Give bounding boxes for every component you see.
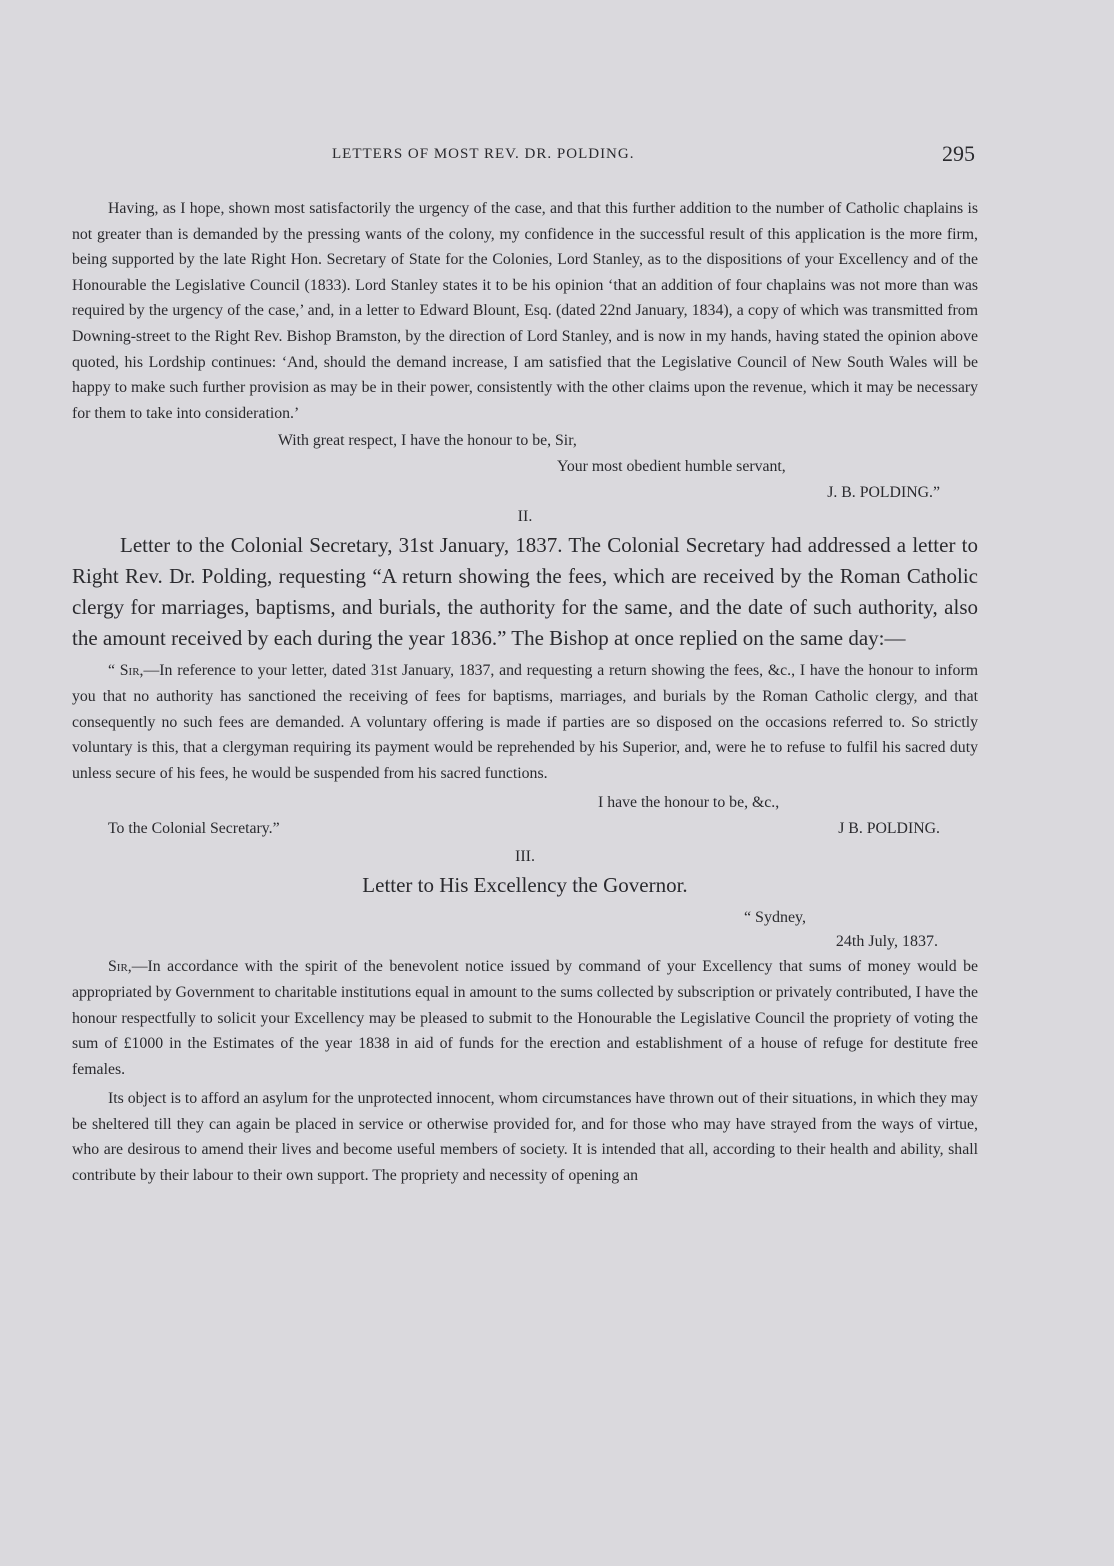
- section-numeral-3: III.: [515, 848, 535, 866]
- section2-signoff-row: [72, 816, 978, 842]
- page-body: [72, 196, 978, 1189]
- letter1-closing: With great respect, I have the honour to be, Sir,: [278, 432, 577, 450]
- section3-heading: Letter to His Excellency the Governor.: [362, 873, 688, 898]
- section2-closing: I have the honour to be, &c.,: [598, 794, 780, 812]
- section3-salutation: Sir,: [108, 958, 132, 976]
- section2-letter-body: —In reference to your letter, dated 31st January, 1837, and requesting a return showing the fees, &c., I have the honour to inform you that no authority has sanctioned the receiving of fees for baptisms, marriages, and burials by the Roman Catholic clergy, and that consequently no such fees are demanded. A voluntary offering is made if parties are so disposed on the occasions referred to. So strictly voluntary is this, that a clergyman requiring its payment would be reprehended by his Superior, and, were he to refuse to fulfil his sacred duty unless secure of his fees, he would be suspended from his sacred functions.: [72, 662, 978, 782]
- letter1-signature: J. B. POLDING.”: [827, 484, 940, 502]
- section2-salutation: “ Sir,: [108, 662, 144, 680]
- section3-paragraph-1: [72, 954, 978, 1082]
- section2-letter: [72, 658, 978, 786]
- section3-paragraph-1-body: —In accordance with the spirit of the benevolent notice issued by command of your Excellency that sums of money would be appropriated by Government to charitable institutions equal in amount to the sums collected by subscription or privately contributed, I have the honour respectfully to solicit your Excellency may be pleased to submit to the Honourable the Legislative Council the propriety of voting the sum of £1000 in the Estimates of the year 1838 in aid of funds for the erection and establishment of a house of refuge for destitute free females.: [72, 958, 978, 1078]
- section-numeral-2: II.: [517, 508, 533, 526]
- page-number: 295: [942, 141, 975, 166]
- section2-intro: Letter to the Colonial Secretary, 31st January, 1837. The Colonial Secretary had addressed a letter to Right Rev. Dr. Polding, requesting “A return showing the fees, which are received by the Roman Catholic clergy for marriages, baptisms, and burials, the authority for the same, and the date of such authority, also the amount received by each during the year 1836.” The Bishop at once replied on the same day:—: [72, 533, 978, 651]
- letter1-paragraph: Having, as I hope, shown most satisfactorily the urgency of the case, and that this further addition to the number of Catholic chaplains is not greater than is demanded by the pressing wants of the colony, my confidence in the successful result of this application is the more firm, being supported by the late Right Hon. Secretary of State for the Colonies, Lord Stanley, as to the dispositions of your Excellency and of the Honourable the Legislative Council (1833). Lord Stanley states it to be his opinion ‘that an addition of four chaplains was not more than was required by the urgency of the case,’ and, in a letter to Edward Blount, Esq. (dated 22nd January, 1834), a copy of which was transmitted from Downing-street to the Right Rev. Bishop Bramston, by the direction of Lord Stanley, and is now in my hands, having stated the opinion above quoted, his Lordship continues: ‘And, should the demand increase, I am satisfied that the Legislative Council of New South Wales will be happy to make such further provision as may be in their power, consistently with the other claims upon the revenue, which it may be necessary for them to take into consideration.’: [72, 200, 978, 422]
- section3-paragraph-2: Its object is to afford an asylum for the unprotected innocent, whom circumstances have thrown out of their situations, in which they may be sheltered till they can again be placed in service or otherwise provided for, and for those who may have strayed from the ways of virtue, who are desirous to amend their lives and become useful members of society. It is intended that all, according to their health and ability, shall contribute by their labour to their own support. The propriety and necessity of opening an: [72, 1090, 978, 1185]
- section2-signature: J B. POLDING.: [838, 820, 940, 838]
- letter-place: “ Sydney,: [743, 909, 806, 927]
- letter-date: 24th July, 1837.: [835, 933, 938, 951]
- running-head: [0, 141, 1114, 170]
- running-title: LETTERS OF MOST REV. DR. POLDING.: [332, 146, 635, 162]
- section2-addressee: To the Colonial Secretary.”: [108, 820, 280, 838]
- letter1-valediction: Your most obedient humble servant,: [557, 458, 786, 476]
